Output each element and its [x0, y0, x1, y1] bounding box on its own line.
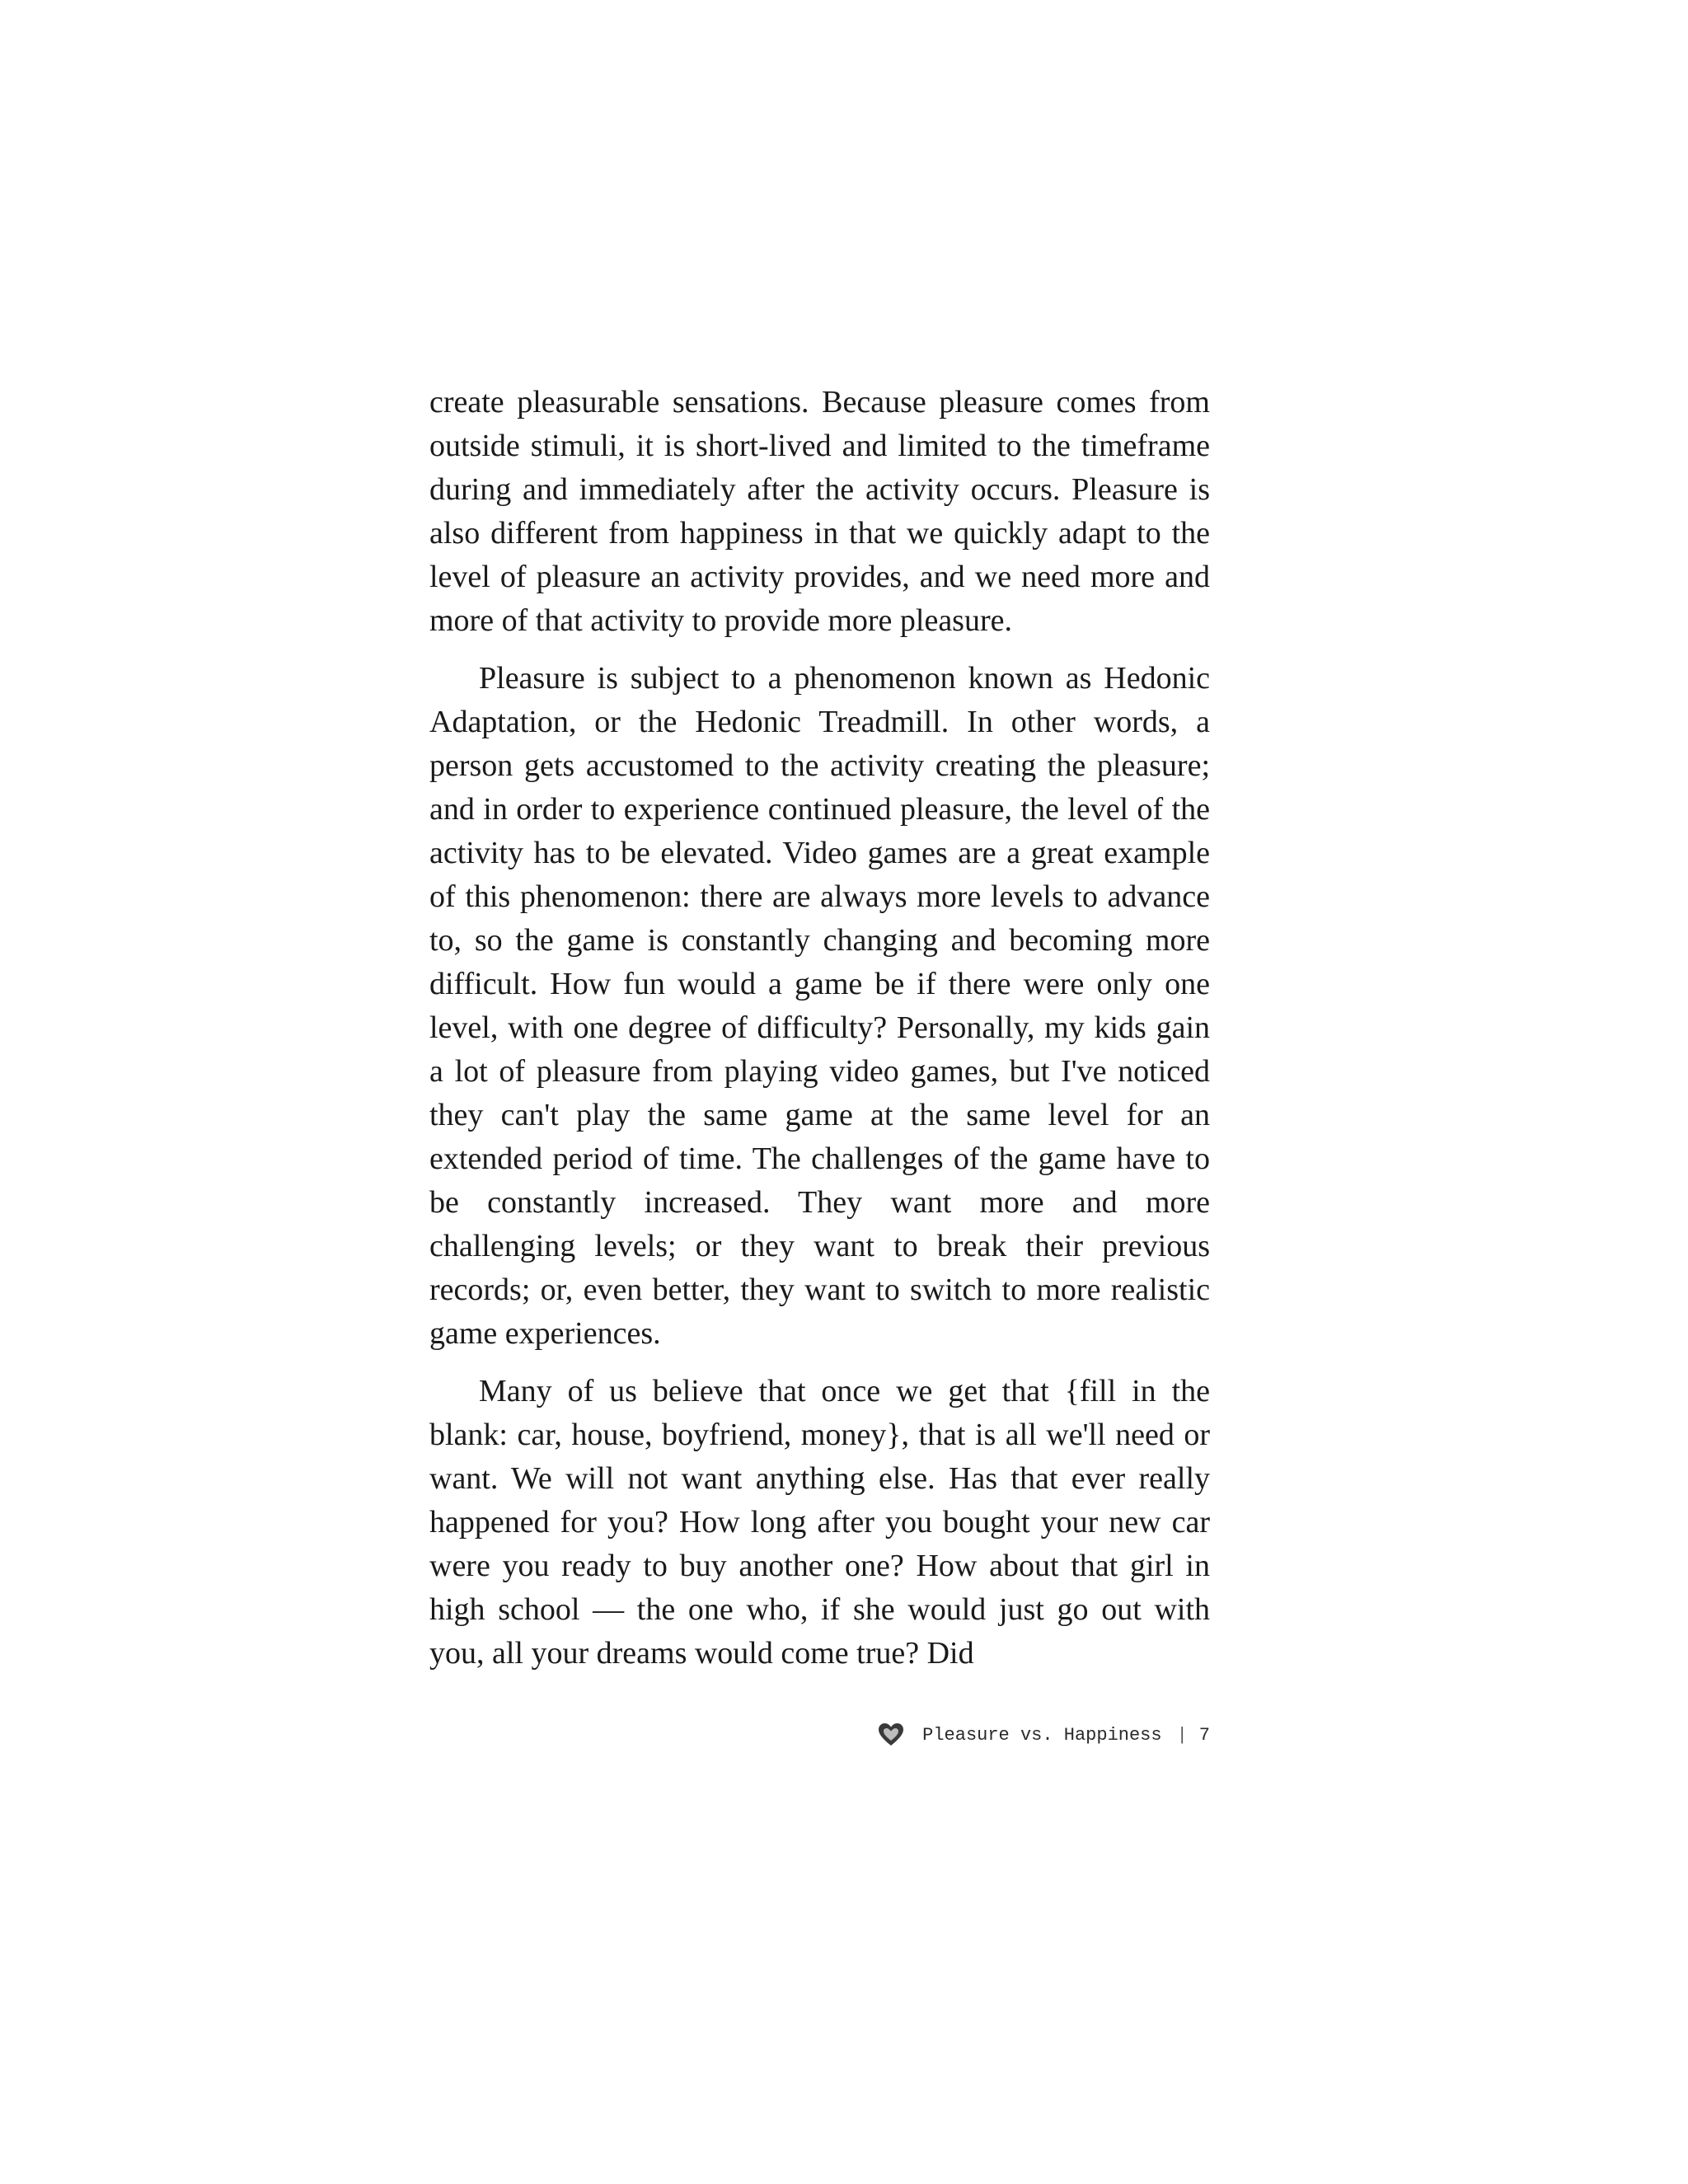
heart-icon: [878, 1722, 904, 1747]
running-title: Pleasure vs. Happiness: [922, 1724, 1162, 1746]
page-number: 7: [1198, 1724, 1210, 1746]
body-text: [429, 381, 1210, 1690]
paragraph-1: create pleasurable sensations. Because pleasure comes from outside stimuli, it is short-lived and limited to the timeframe during and immediately after the activity occurs. Pleasure is also different from happiness in that we quickly adapt to the level of pleasure an activity provides, and we need more and more of that activity to provide more pleasure.: [429, 385, 1210, 638]
paragraph-3: Many of us believe that once we get that {fill in the blank: car, house, boyfriend, money}, that is all we'll need or want. We will not want anything else. Has that ever really happened for you? How long after you bought your new car were you ready to buy another one? How about that girl in high school — the one who, if she would just go out with you, all your dreams would come true? Did: [429, 1374, 1210, 1671]
paragraph-2: Pleasure is subject to a phenomenon known as Hedonic Adaptation, or the Hedonic Treadmill. In other words, a person gets accustomed to the activity creating the pleasure; and in order to experience continued pleasure, the level of the activity has to be elevated. Video games are a great example of this phenomenon: there are always more levels to advance to, so the game is constantly changing and becoming more difficult. How fun would a game be if there were only one level, with one degree of difficulty? Personally, my kids gain a lot of pleasure from playing video games, but I've noticed they can't play the same game at the same level for an extended period of time. The challenges of the game have to be constantly increased. They want more and more challenging levels; or they want to break their previous records; or, even better, they want to switch to more realistic game experiences.: [429, 661, 1210, 1351]
footer-separator: |: [1176, 1724, 1188, 1746]
page-footer: [878, 1720, 1210, 1750]
